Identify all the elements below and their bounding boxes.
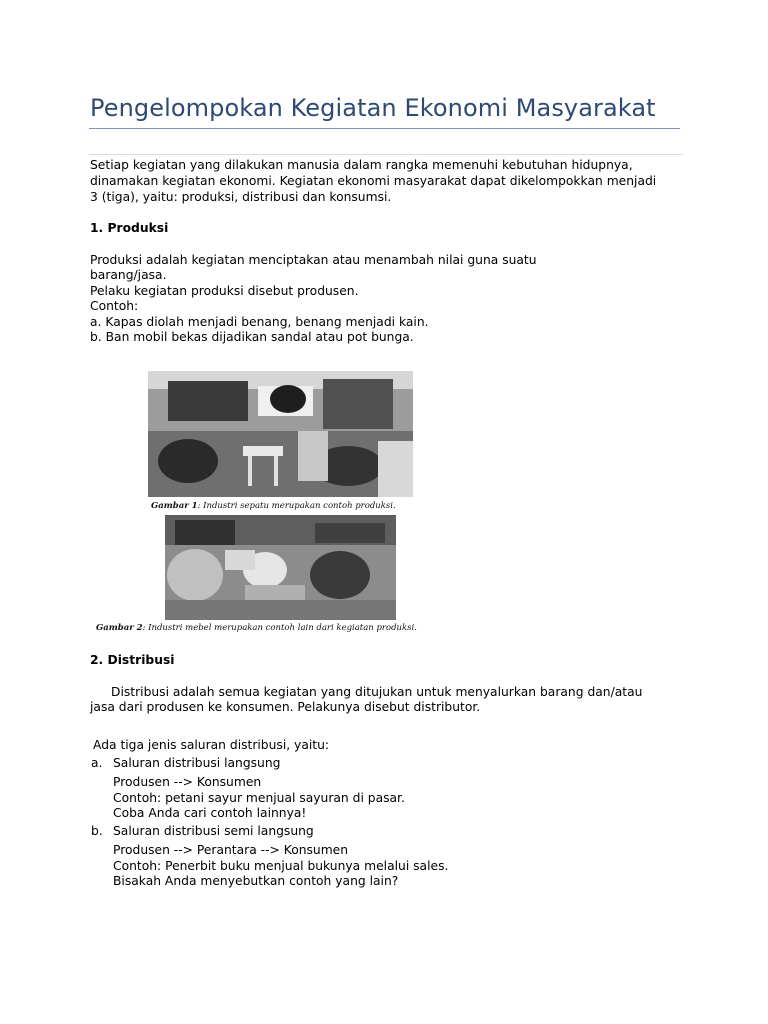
- intro-line-2: dinamakan kegiatan ekonomi. Kegiatan ekonomi masyarakat dapat dikelompokkan menjadi: [90, 174, 657, 188]
- figure-1-caption: [151, 501, 396, 511]
- distribusi-para-line-1: Distribusi adalah semua kegiatan yang ditujukan untuk menyalurkan barang dan/atau: [111, 685, 643, 699]
- item-a-title: Saluran distribusi langsung: [113, 756, 281, 770]
- furniture-industry-photo-icon: [165, 515, 396, 620]
- section-divider: [89, 154, 683, 155]
- figure-2-photo: [165, 515, 396, 620]
- figure-2-caption-text: : Industri mebel merupakan contoh lain dari kegiatan produksi.: [142, 623, 417, 633]
- intro-line-3: 3 (tiga), yaitu: produksi, distribusi dan konsumsi.: [90, 190, 392, 204]
- produksi-line-6: b. Ban mobil bekas dijadikan sandal atau pot bunga.: [90, 330, 414, 344]
- title-underline: [89, 128, 680, 129]
- item-a-line-3: Coba Anda cari contoh lainnya!: [113, 806, 307, 820]
- figure-2-label: Gambar 2: [96, 623, 143, 633]
- distribusi-para-line-2: jasa dari produsen ke konsumen. Pelakunya disebut distributor.: [90, 700, 481, 714]
- item-b-line-1: Produsen --> Perantara --> Konsumen: [113, 843, 349, 857]
- item-a-line-2: Contoh: petani sayur menjual sayuran di pasar.: [113, 791, 405, 805]
- produksi-line-5: a. Kapas diolah menjadi benang, benang menjadi kain.: [90, 315, 429, 329]
- figure-1-caption-text: : Industri sepatu merupakan contoh produksi.: [197, 501, 396, 511]
- page-title: Pengelompokan Kegiatan Ekonomi Masyarakat: [90, 94, 656, 122]
- item-b-line-3: Bisakah Anda menyebutkan contoh yang lain?: [113, 874, 399, 888]
- item-a-marker: a.: [91, 756, 103, 770]
- intro-line-1: Setiap kegiatan yang dilakukan manusia dalam rangka memenuhi kebutuhan hidupnya,: [90, 158, 633, 172]
- shoe-industry-photo-icon: [148, 371, 413, 497]
- produksi-heading: 1. Produksi: [90, 221, 169, 235]
- item-b-line-2: Contoh: Penerbit buku menjual bukunya melalui sales.: [113, 859, 449, 873]
- item-a-line-1: Produsen --> Konsumen: [113, 775, 262, 789]
- distribusi-types-intro: Ada tiga jenis saluran distribusi, yaitu:: [93, 738, 330, 752]
- produksi-line-4: Contoh:: [90, 299, 139, 313]
- figure-1-photo: [148, 371, 413, 497]
- figure-1-label: Gambar 1: [151, 501, 198, 511]
- item-b-title: Saluran distribusi semi langsung: [113, 824, 314, 838]
- figure-2-caption: [96, 623, 417, 633]
- produksi-line-3: Pelaku kegiatan produksi disebut produsen.: [90, 284, 359, 298]
- produksi-line-2: barang/jasa.: [90, 268, 167, 282]
- produksi-line-1: Produksi adalah kegiatan menciptakan atau menambah nilai guna suatu: [90, 253, 537, 267]
- item-b-marker: b.: [91, 824, 103, 838]
- distribusi-heading: 2. Distribusi: [90, 653, 175, 667]
